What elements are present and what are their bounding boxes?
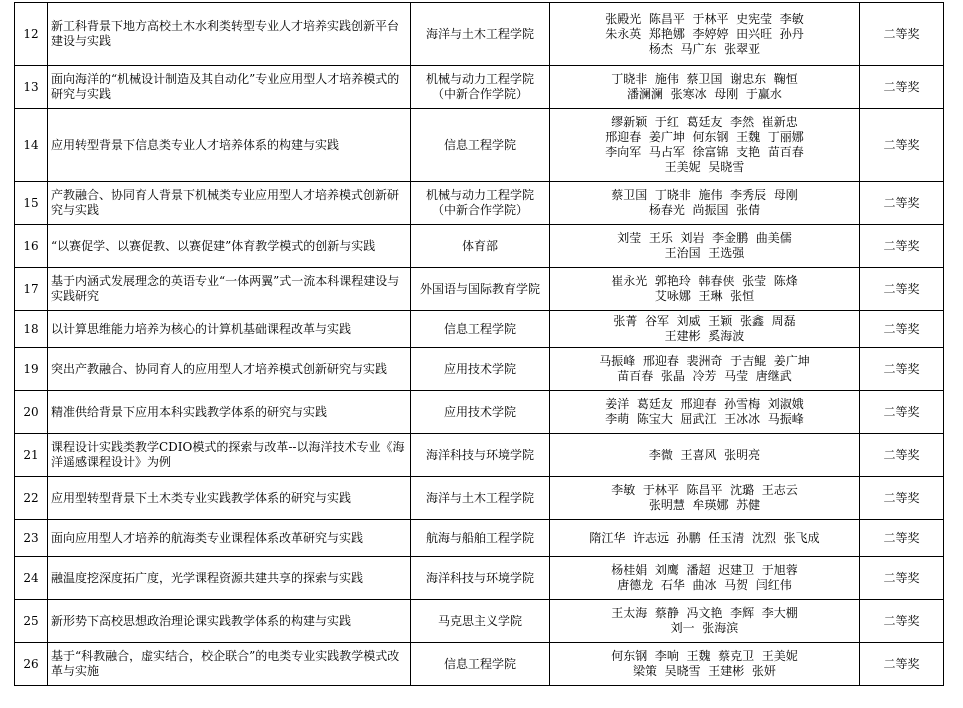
school-name — [411, 311, 550, 348]
row-number: 26 — [15, 643, 48, 686]
awards-table — [14, 2, 944, 686]
table-row — [15, 348, 944, 391]
team-members — [550, 225, 860, 268]
school-line: 机械与动力工程学院 — [425, 72, 534, 86]
award-level: 二等奖 — [860, 600, 944, 643]
members-line: 王太海 蔡静 冯文艳 李辉 李大棚 — [611, 606, 798, 620]
row-number: 22 — [15, 477, 48, 520]
award-level: 二等奖 — [860, 3, 944, 66]
table-row — [15, 3, 944, 66]
table-row — [15, 643, 944, 686]
members-line: 李敏 于林平 陈昌平 沈璐 王志云 — [611, 483, 798, 497]
project-title: 面向海洋的“机械设计制造及其自动化”专业应用型人才培养模式的研究与实践 — [48, 66, 411, 109]
table-row — [15, 311, 944, 348]
school-line: 海洋科技与环境学院 — [425, 570, 534, 585]
school-line: （中新合作学院） — [431, 87, 528, 101]
school-line: 外国语与国际教育学院 — [419, 281, 540, 296]
table-row — [15, 225, 944, 268]
members-line: 刘莹 王乐 刘岩 李金鹏 曲美儒 — [617, 231, 792, 245]
members-line: 艾咏娜 王琳 张恒 — [654, 289, 755, 303]
team-members — [550, 600, 860, 643]
table-row — [15, 477, 944, 520]
row-number: 21 — [15, 434, 48, 477]
team-members — [550, 311, 860, 348]
members-line: 朱永英 郑艳娜 李婷婷 田兴旺 孙丹 — [605, 26, 804, 41]
project-title: “以赛促学、以赛促教、以赛促建”体育教学模式的创新与实践 — [48, 225, 411, 268]
table-row — [15, 182, 944, 225]
school-line: （中新合作学院） — [431, 203, 528, 217]
team-members — [550, 557, 860, 600]
school-line: 马克思主义学院 — [437, 613, 522, 628]
members-line: 缪新颖 于红 葛廷友 李然 崔新忠 — [611, 115, 798, 129]
school-name — [411, 66, 550, 109]
members-line: 何东钢 李响 王魏 蔡克卫 王美妮 — [611, 649, 798, 663]
team-members — [550, 643, 860, 686]
school-name — [411, 643, 550, 686]
members-line: 潘澜澜 张寒冰 母刚 于赢水 — [627, 87, 782, 101]
row-number: 13 — [15, 66, 48, 109]
members-line: 邢迎春 姜广坤 何东钢 王魏 丁丽娜 — [605, 130, 804, 144]
members-line: 杨桂娟 刘鹰 潘超 迟建卫 于旭蓉 — [611, 563, 798, 577]
award-level: 二等奖 — [860, 268, 944, 311]
members-line: 李向军 马占军 徐富锦 支艳 苗百春 — [605, 145, 804, 159]
school-name — [411, 268, 550, 311]
school-line: 信息工程学院 — [443, 137, 516, 152]
school-line: 信息工程学院 — [443, 656, 516, 671]
members-line: 张菁 谷军 刘威 王颖 张鑫 周磊 — [613, 314, 796, 328]
award-level: 二等奖 — [860, 477, 944, 520]
row-number: 20 — [15, 391, 48, 434]
team-members — [550, 348, 860, 391]
members-line: 苗百春 张晶 冷芳 马莹 唐继武 — [617, 369, 792, 383]
school-line: 海洋与土木工程学院 — [425, 26, 534, 41]
school-line: 航海与船舶工程学院 — [425, 530, 534, 545]
school-name — [411, 520, 550, 557]
school-name — [411, 600, 550, 643]
award-level: 二等奖 — [860, 311, 944, 348]
members-line: 丁晓非 施伟 蔡卫国 谢忠东 鞠恒 — [611, 72, 798, 86]
school-name — [411, 225, 550, 268]
award-level: 二等奖 — [860, 182, 944, 225]
school-line: 应用技术学院 — [443, 361, 516, 376]
table-row — [15, 434, 944, 477]
award-level: 二等奖 — [860, 520, 944, 557]
project-title: 应用型转型背景下土木类专业实践教学体系的研究与实践 — [48, 477, 411, 520]
row-number: 14 — [15, 109, 48, 182]
project-title: 应用转型背景下信息类专业人才培养体系的构建与实践 — [48, 109, 411, 182]
school-line: 海洋与土木工程学院 — [425, 490, 534, 505]
table-row — [15, 391, 944, 434]
table-row — [15, 557, 944, 600]
team-members — [550, 3, 860, 66]
members-line: 崔永光 郭艳玲 韩春侠 张莹 陈烽 — [611, 274, 798, 288]
team-members — [550, 477, 860, 520]
school-name — [411, 348, 550, 391]
school-line: 机械与动力工程学院 — [425, 188, 534, 202]
project-title: 基于内涵式发展理念的英语专业“一体两翼”式一流本科课程建设与实践研究 — [48, 268, 411, 311]
members-line: 杨春光 尚振国 张倩 — [648, 203, 761, 217]
project-title: 面向应用型人才培养的航海类专业课程体系改革研究与实践 — [48, 520, 411, 557]
award-level: 二等奖 — [860, 434, 944, 477]
members-line: 姜洋 葛廷友 邢迎春 孙雪梅 刘淑娥 — [605, 397, 804, 411]
row-number: 17 — [15, 268, 48, 311]
table-row — [15, 520, 944, 557]
row-number: 23 — [15, 520, 48, 557]
school-name — [411, 182, 550, 225]
project-title: 突出产教融合、协同育人的应用型人才培养模式创新研究与实践 — [48, 348, 411, 391]
award-level: 二等奖 — [860, 391, 944, 434]
members-line: 马振峰 邢迎春 裴洲奇 于吉鲲 姜广坤 — [599, 354, 810, 368]
project-title: 新形势下高校思想政治理论课实践教学体系的构建与实践 — [48, 600, 411, 643]
school-name — [411, 434, 550, 477]
team-members — [550, 391, 860, 434]
table-row — [15, 268, 944, 311]
school-line: 应用技术学院 — [443, 404, 516, 419]
row-number: 25 — [15, 600, 48, 643]
school-name — [411, 109, 550, 182]
team-members — [550, 268, 860, 311]
awards-table-body — [15, 3, 944, 686]
award-level: 二等奖 — [860, 348, 944, 391]
school-line: 体育部 — [461, 238, 498, 253]
row-number: 12 — [15, 3, 48, 66]
members-line: 王治国 王选强 — [664, 246, 745, 260]
school-name — [411, 3, 550, 66]
members-line: 梁策 吴晓雪 王建彬 张妍 — [633, 664, 776, 678]
row-number: 24 — [15, 557, 48, 600]
members-line: 王美妮 吴晓雪 — [664, 160, 745, 174]
members-line: 杨杰 马广东 张翠亚 — [648, 41, 761, 56]
row-number: 16 — [15, 225, 48, 268]
school-line: 海洋科技与环境学院 — [425, 447, 534, 462]
school-line: 信息工程学院 — [443, 321, 516, 336]
school-name — [411, 477, 550, 520]
table-row — [15, 66, 944, 109]
members-line: 刘一 张海滨 — [670, 621, 739, 635]
row-number: 15 — [15, 182, 48, 225]
members-line: 张殿光 陈昌平 于林平 史宪莹 李敏 — [605, 11, 804, 26]
members-line: 张明慧 牟瑛娜 苏健 — [648, 498, 761, 512]
team-members — [550, 109, 860, 182]
school-name — [411, 391, 550, 434]
team-members — [550, 66, 860, 109]
team-members — [550, 434, 860, 477]
project-title: 以计算思维能力培养为核心的计算机基础课程改革与实践 — [48, 311, 411, 348]
project-title: 新工科背景下地方高校土木水利类转型专业人才培养实践创新平台建设与实践 — [48, 3, 411, 66]
project-title: 基于“科教融合，虚实结合，校企联合”的电类专业实践教学模式改革与实施 — [48, 643, 411, 686]
table-row — [15, 109, 944, 182]
members-line: 李微 王喜风 张明亮 — [648, 447, 761, 462]
award-level: 二等奖 — [860, 643, 944, 686]
members-line: 唐德龙 石华 曲冰 马贺 闫红伟 — [617, 578, 792, 592]
award-level: 二等奖 — [860, 225, 944, 268]
project-title: 精准供给背景下应用本科实践教学体系的研究与实践 — [48, 391, 411, 434]
award-level: 二等奖 — [860, 557, 944, 600]
team-members — [550, 520, 860, 557]
members-line: 李萌 陈宝大 屈武江 王冰冰 马振峰 — [605, 412, 804, 426]
members-line: 隋江华 许志远 孙鹏 任玉清 沈烈 张飞成 — [589, 530, 820, 545]
project-title: 融温度挖深度拓广度，光学课程资源共建共享的探索与实践 — [48, 557, 411, 600]
school-name — [411, 557, 550, 600]
members-line: 王建彬 奚海波 — [664, 329, 745, 343]
project-title: 课程设计实践类教学CDIO模式的探索与改革--以海洋技术专业《海洋遥感课程设计》为例 — [48, 434, 411, 477]
members-line: 蔡卫国 丁晓非 施伟 李秀辰 母刚 — [611, 188, 798, 202]
award-level: 二等奖 — [860, 109, 944, 182]
project-title: 产教融合、协同育人背景下机械类专业应用型人才培养模式创新研究与实践 — [48, 182, 411, 225]
award-level: 二等奖 — [860, 66, 944, 109]
row-number: 18 — [15, 311, 48, 348]
row-number: 19 — [15, 348, 48, 391]
table-row — [15, 600, 944, 643]
team-members — [550, 182, 860, 225]
